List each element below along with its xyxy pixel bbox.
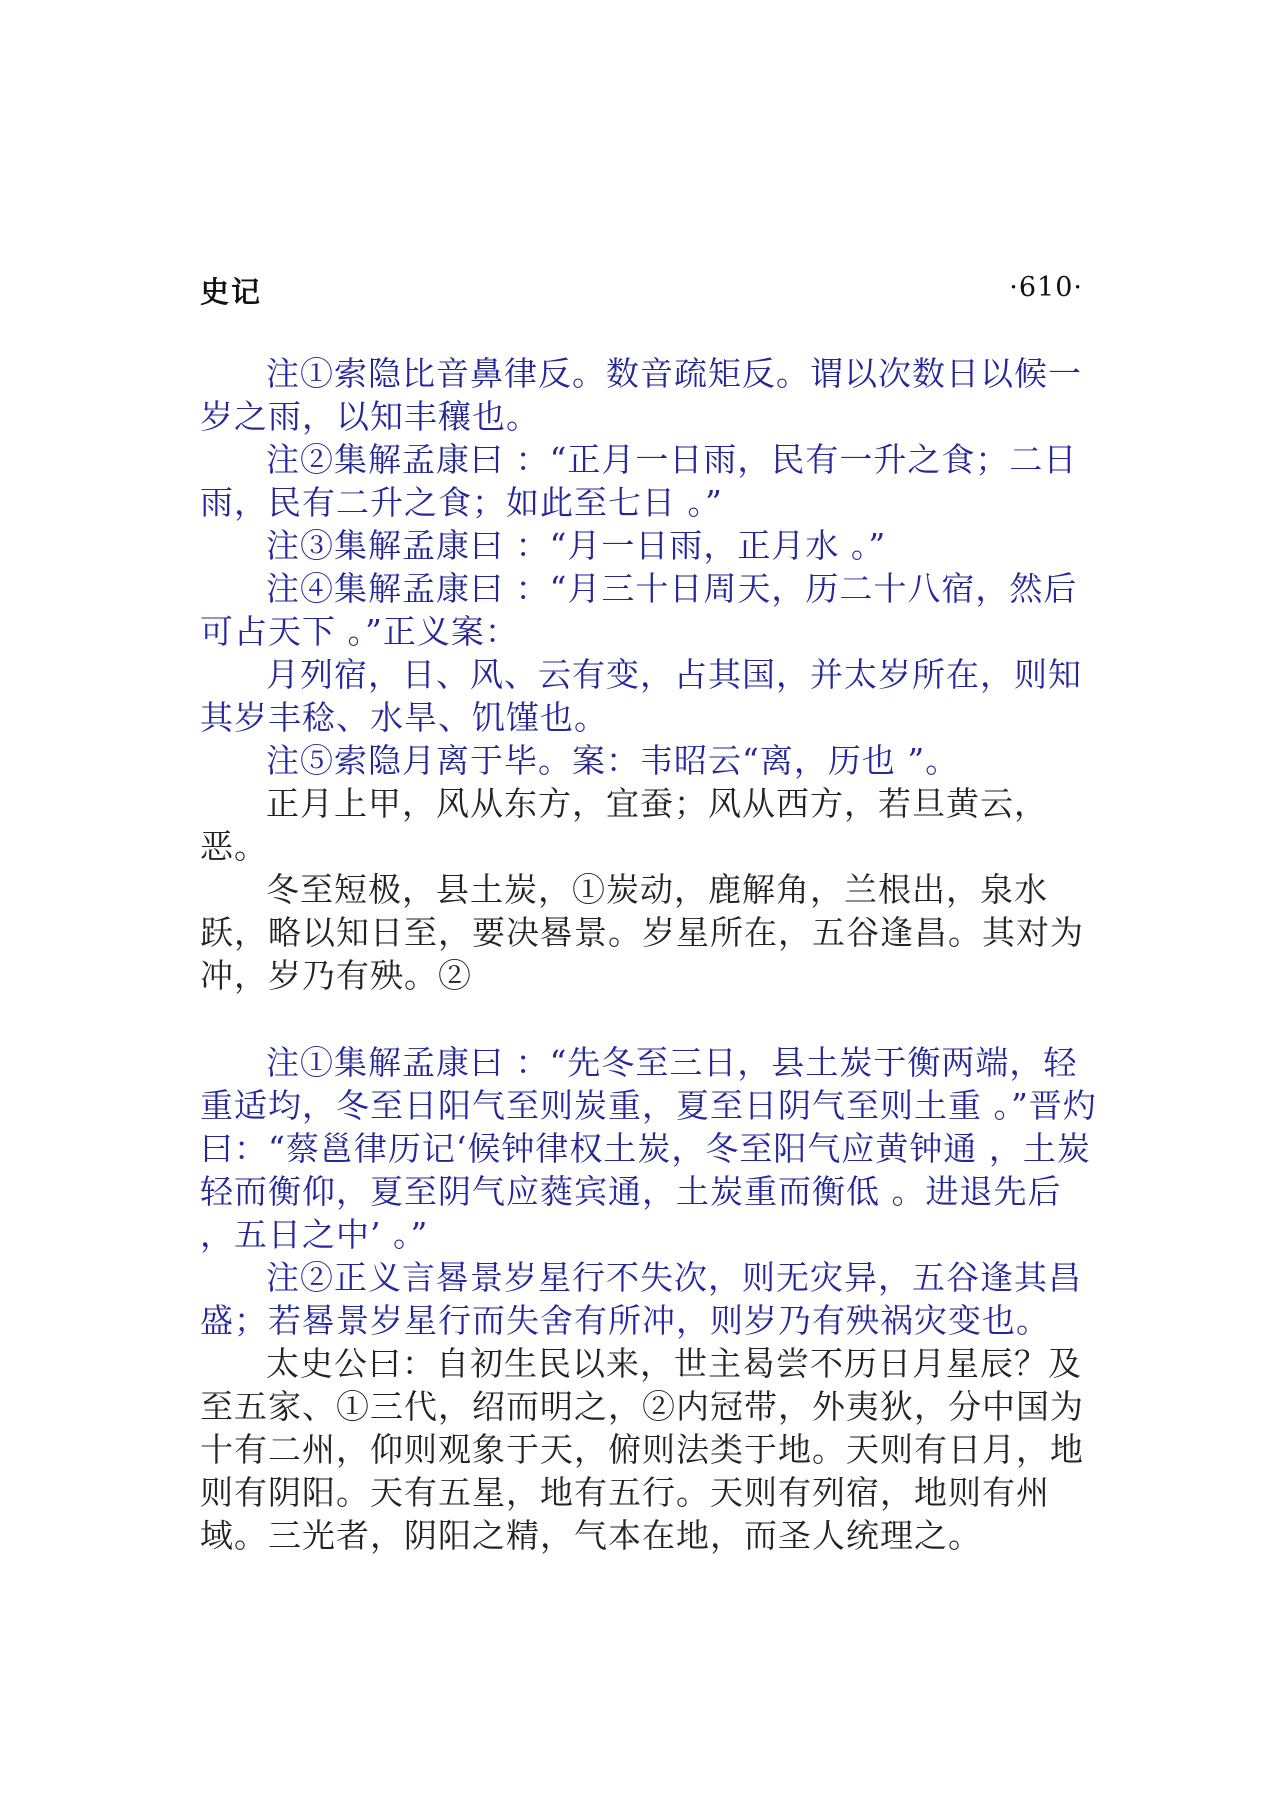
book-title: 史记: [200, 275, 263, 309]
body-paragraph: 正月上甲，风从东方，宜蚕；风从西方，若旦黄云，恶。: [200, 784, 1048, 866]
body-paragraph: 太史公曰：自初生民以来，世主曷尝不历日月星辰？及至五家、①三代，绍而明之，②内冠带，外夷狄，分中国为十有二州，仰则观象于天，俯则法类于地。天则有日月，地则有阴阳。天有五星，地有五行。天则有列宿，地则有州域。三光者，阴阳之精，气本在地，而圣人统理之。: [200, 1344, 1084, 1555]
annotation-paragraph: 月列宿，日、风、云有变，占其国，并太岁所在，则知其岁丰稔、水旱、饥馑也。: [200, 655, 1082, 737]
annotation-paragraph: 注①索隐比音鼻律反。数音疏矩反。谓以次数日以候一岁之雨，以知丰穰也。: [200, 354, 1082, 436]
annotation-paragraph: 注②集解孟康曰 ：“正月一日雨，民有一升之食；二日雨，民有二升之食；如此至七日 。”: [200, 440, 1078, 522]
paragraph-gap: [200, 997, 1100, 1041]
annotation-paragraph: 注①集解孟康曰 ：“先冬至三日，县土炭于衡两端，轻重适均，冬至日阳气至则炭重，夏至日阴气至则土重 。”晋灼曰：“蔡邕律历记‘候钟律权土炭，冬至阳气应黄钟通 ，土炭轻而衡仰，夏至阴气应蕤宾通，土炭重而衡低 。进退先后 ，五日之中’ 。”: [200, 1043, 1097, 1254]
body-paragraph: 冬至短极，县土炭，①炭动，鹿解角，兰根出，泉水跃，略以知日至，要决晷景。岁星所在，五谷逢昌。其对为冲，岁乃有殃。②: [200, 870, 1084, 995]
annotation-paragraph: 注②正义言晷景岁星行不失次，则无灾异，五谷逢其昌盛；若晷景岁星行而失舍有所冲，则岁乃有殃祸灾变也。: [200, 1258, 1082, 1340]
annotation-paragraph: 注⑤索隐月离于毕。案：韦昭云“离，历也 ”。: [266, 741, 960, 780]
page-body: [200, 352, 1100, 1557]
page-number: ·610·: [1009, 272, 1083, 303]
annotation-paragraph: 注④集解孟康曰 ：“月三十日周天，历二十八宿，然后可占天下 。”正义案：: [200, 569, 1078, 651]
page-header: [200, 270, 1083, 310]
annotation-paragraph: 注③集解孟康曰 ：“月一日雨，正月水 。”: [266, 526, 887, 565]
